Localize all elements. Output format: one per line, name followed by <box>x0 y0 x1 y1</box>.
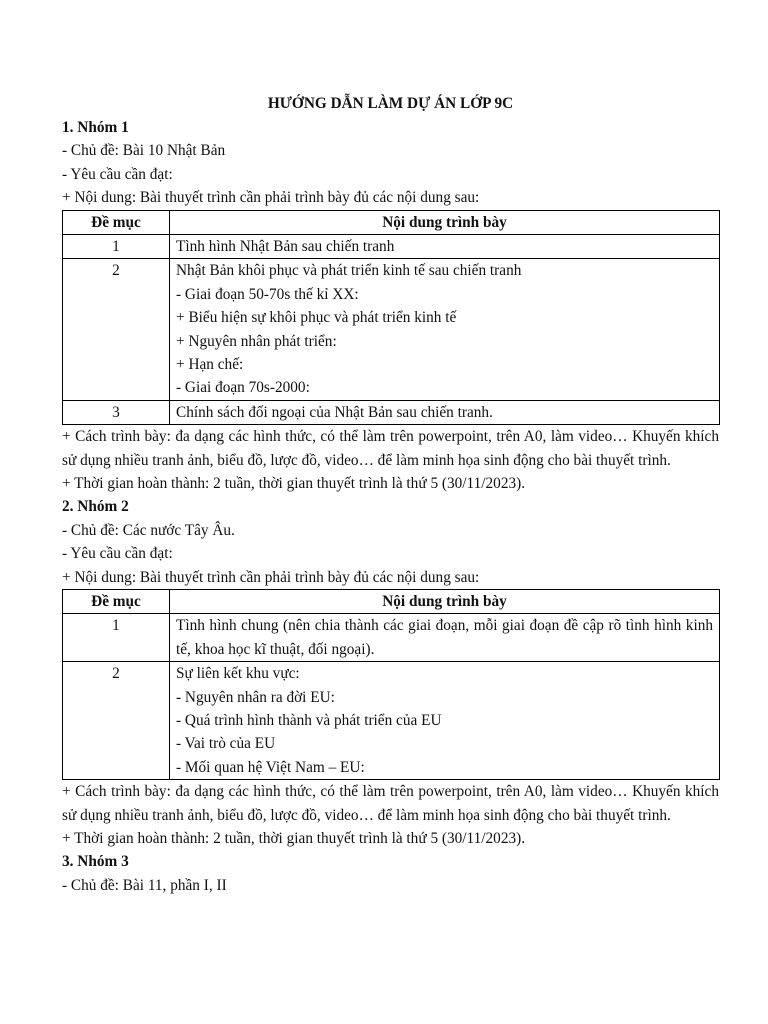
table-header-row <box>63 210 720 234</box>
group-requirement: - Yêu cầu cần đạt: <box>62 165 173 183</box>
content-table <box>62 210 720 426</box>
table-header-row <box>63 589 720 613</box>
row-number: 2 <box>63 662 170 780</box>
row-content <box>170 234 720 258</box>
column-header-section: Đề mục <box>63 589 170 613</box>
row-content <box>170 400 720 424</box>
row-content-line: - Vai trò của EU <box>176 735 276 753</box>
column-header-content: Nội dung trình bày <box>170 589 720 613</box>
group-section-2 <box>62 495 719 850</box>
group-deadline: + Thời gian hoàn thành: 2 tuần, thời gian thuyết trình là thứ 5 (30/11/2023). <box>62 830 526 848</box>
document-body <box>62 92 719 897</box>
row-content-line: + Hạn chế: <box>176 356 244 373</box>
group-topic: - Chủ đề: Các nước Tây Âu. <box>62 521 235 539</box>
row-content-line: Nhật Bản khôi phục và phát triển kinh tế sau chiến tranh <box>176 262 522 280</box>
row-content-line: Tình hình Nhật Bản sau chiến tranh <box>176 237 395 255</box>
group-topic: - Chủ đề: Bài 11, phần I, II <box>62 876 227 894</box>
row-content: Tình hình chung (nên chia thành các giai đoạn, mỗi giai đoạn đề cập rõ tình hình kinh tế, khoa học kĩ thuật, đối ngoại). <box>170 614 720 662</box>
group-presentation: + Cách trình bày: đa dạng các hình thức, có thể làm trên powerpoint, trên A0, làm video… Khuyến khích sử dụng nhiều tranh ảnh, biểu đồ, lược đồ, video… để làm minh họa sinh động cho bài thuyết trình. <box>62 783 719 824</box>
column-header-section: Đề mục <box>63 210 170 234</box>
table-row <box>63 614 720 662</box>
group-deadline: + Thời gian hoàn thành: 2 tuần, thời gian thuyết trình là thứ 5 (30/11/2023). <box>62 475 526 493</box>
row-content-line: Chính sách đối ngoại của Nhật Bản sau chiến tranh. <box>176 403 493 421</box>
row-content-line: - Nguyên nhân ra đời EU: <box>176 688 335 706</box>
row-content <box>170 259 720 400</box>
group-section-1 <box>62 116 719 495</box>
row-number: 1 <box>63 234 170 258</box>
group-content-intro: + Nội dung: Bài thuyết trình cần phải trình bày đủ các nội dung sau: <box>62 189 480 207</box>
group-heading: 1. Nhóm 1 <box>62 119 129 136</box>
column-header-content: Nội dung trình bày <box>170 210 720 234</box>
row-content-line: + Biểu hiện sự khôi phục và phát triển kinh tế <box>176 309 457 327</box>
row-content-line: - Giai đoạn 50-70s thế kỉ XX: <box>176 285 359 303</box>
row-content-line: - Mối quan hệ Việt Nam – EU: <box>176 758 365 776</box>
group-heading: 2. Nhóm 2 <box>62 498 129 516</box>
table-row <box>63 662 720 780</box>
table-row <box>63 234 720 258</box>
row-content <box>170 662 720 780</box>
group-content-intro: + Nội dung: Bài thuyết trình cần phải trình bày đủ các nội dung sau: <box>62 568 480 586</box>
row-number: 1 <box>63 614 170 662</box>
group-requirement: - Yêu cầu cần đạt: <box>62 545 173 563</box>
group-presentation: + Cách trình bày: đa dạng các hình thức, có thể làm trên powerpoint, trên A0, làm video… Khuyến khích sử dụng nhiều tranh ảnh, biểu đồ, lược đồ, video… để làm minh họa sinh động cho bài thuyết trình. <box>62 428 719 469</box>
row-number: 2 <box>63 259 170 400</box>
row-number: 3 <box>63 400 170 424</box>
content-table <box>62 589 720 780</box>
document-title: HƯỚNG DẪN LÀM DỰ ÁN LỚP 9C <box>267 95 514 112</box>
group-section-3 <box>62 850 719 897</box>
table-row <box>63 400 720 424</box>
group-topic: - Chủ đề: Bài 10 Nhật Bản <box>62 142 226 160</box>
row-content-line: - Quá trình hình thành và phát triển của EU <box>176 712 442 730</box>
row-content-line: Sự liên kết khu vực: <box>176 665 300 683</box>
group-heading: 3. Nhóm 3 <box>62 853 129 871</box>
table-row <box>63 259 720 400</box>
row-content-line: - Giai đoạn 70s-2000: <box>176 379 310 397</box>
row-content-line: + Nguyên nhân phát triển: <box>176 332 337 350</box>
